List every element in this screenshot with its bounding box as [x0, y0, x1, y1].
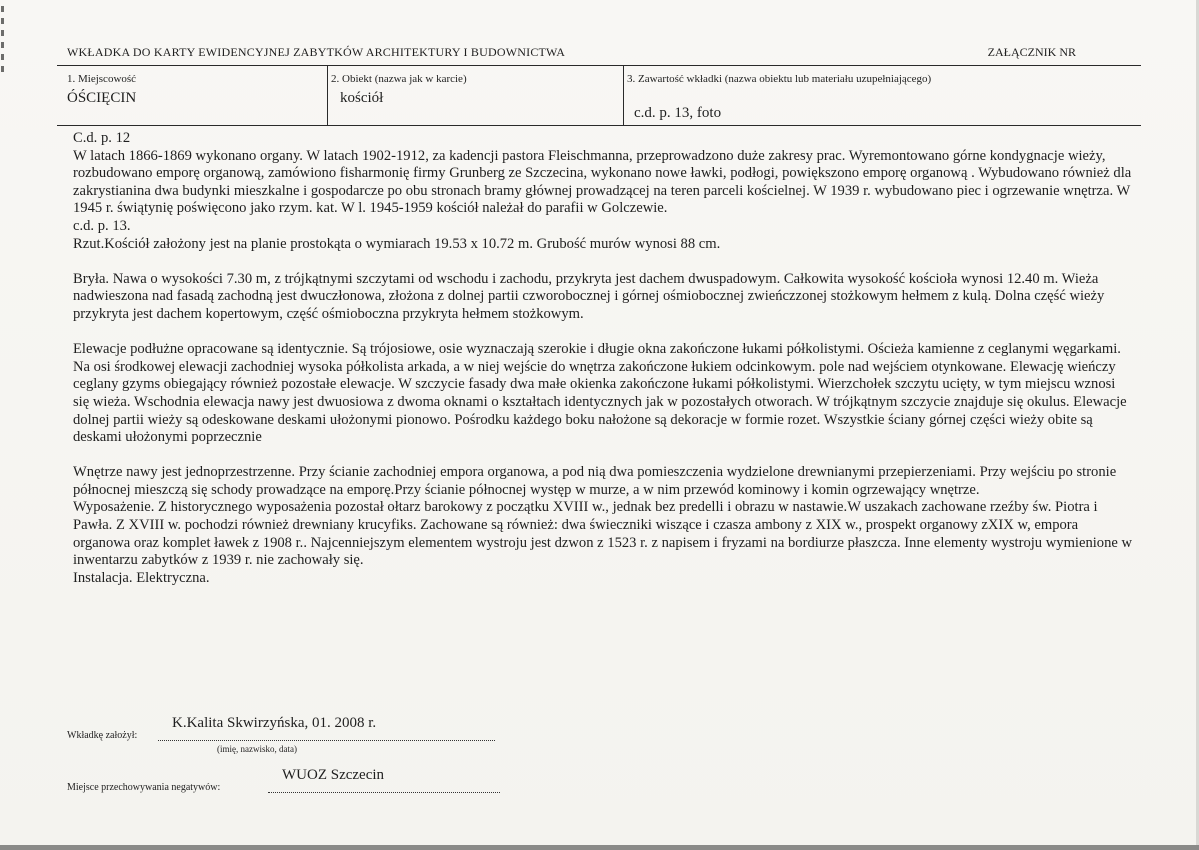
body-paragraph: c.d. p. 13.	[73, 217, 131, 234]
author-hint: (imię, nazwisko, data)	[217, 744, 297, 754]
storage-value: WUOZ Szczecin	[282, 767, 385, 783]
table-bottom-border	[57, 125, 1141, 126]
body-paragraph: Instalacja. Elektryczna.	[73, 569, 210, 586]
object-value: kościół	[340, 90, 384, 106]
form-title: WKŁADKA DO KARTY EWIDENCYJNEJ ZABYTKÓW ARCHITEKTURY I BUDOWNICTWA	[67, 45, 566, 59]
author-value: K.Kalita Skwirzyńska, 01. 2008 r.	[172, 715, 377, 731]
document-body	[73, 130, 1133, 587]
column-divider-2	[623, 65, 624, 125]
binder-holes	[0, 0, 8, 140]
object-label: 2. Obiekt (nazwa jak w karcie)	[331, 73, 467, 85]
locality-label: 1. Miejscowość	[67, 73, 137, 85]
table-top-border	[57, 65, 1141, 66]
body-paragraph: Wnętrze nawy jest jednoprzestrzenne. Przy ścianie zachodniej empora organowa, a pod nią dwa pomieszczenia wydzielone drewnianymi przepierzeniami. Przy wejściu po stronie północnej mieszczą się schody prowadzące na emporę.Przy ścianie północnej występ w murze, a w nim przewód kominowy i komin ogrzewający wnętrze.	[73, 464, 1117, 498]
column-divider-1	[327, 65, 328, 125]
locality-value: ÓŚCIĘCIN	[67, 90, 137, 106]
body-paragraph: Elewacje podłużne opracowane są identycznie. Są trójosiowe, osie wyznaczają szerokie i długie okna zakończone łukami półkolistymi. Ościeża kamienne z ceglanymi węgarkami. Na osi środkowej elewacji zachodniej wysoka półkolista arkada, a w niej wejście do wnętrza zakończone łukiem odcinkowym. pole nad wejściem otynkowane. Elewację wieńczy ceglany gzyms obiegający również pozostałe elewacje. W szczycie fasady dwa małe okienka zakończone łukami półkolistymi. Wierzchołek szczytu ucięty, w tym miejscu wznosi się wieża. Wschodnia elewacja nawy jest dwuosiowa z dwoma oknami o kształtach identycznych jak w pozostałych otworach. W trójkątnym szczycie znajduje się okulus. Elewacje dolnej partii wieży są odeskowane deskami ułożonymi pionowo. Pośrodku każdego boku nałożone są dekoracje w formie rozet. Wszystkie ściany górnej części wieży obite są deskami ułożonymi poprzecznie	[73, 341, 1127, 446]
body-paragraph: C.d. p. 12	[73, 130, 131, 146]
storage-label: Miejsce przechowywania negatywów:	[67, 782, 221, 793]
body-paragraph: Wyposażenie. Z historycznego wyposażenia pozostał ołtarz barokowy z początku XVIII w., jednak bez predelli i obrazu w nastawie.W uszakach zachowane rzeźby św. Piotra i Pawła. Z XVIII w. pochodzi również drewniany krucyfiks. Zachowane są również: dwa świeczniki wiszące i czasza ambony z XIX w., prospekt organowy zXIX w, empora organowa oraz komplet ławek z 1908 r.. Najcenniejszym elementem wystroju jest dzwon z 1523 r. z napisem i fryzami na bordiurze płaszcza. Inne elementy wystroju wymienione w inwentarzu zabytków z 1939 r. nie zachowały się.	[73, 499, 1133, 569]
author-label: Wkładkę założył:	[67, 730, 138, 741]
content-value: c.d. p. 13, foto	[634, 105, 722, 121]
body-paragraph: Rzut.Kościół założony jest na planie prostokąta o wymiarach 19.53 x 10.72 m. Grubość murów wynosi 88 cm.	[73, 235, 721, 252]
storage-dotted-line	[268, 792, 500, 793]
body-paragraph: W latach 1866-1869 wykonano organy. W latach 1902-1912, za kadencji pastora Fleischmanna, przeprowadzono duże zakresy prac. Wyremontowano górne kondygnacje wieży, rozbudowano emporę organową, zamówiono fisharmonię firmy Grunberg ze Szczecina, wykonano nowe ławki, podłogi, powiększono emporę organową . Wybudowano również dla zakrystianina dwa budynki mieszkalne i gospodarcze po obu stronach bramy głównej prowadzącej na teren parceli kościelnej. W 1939 r. wybudowano piec i ogrzewanie wnętrza. W 1945 r. świątynię poświęcono jako rzym. kat. W l. 1945-1959 kościół należał do parafii w Golczewie.	[73, 147, 1132, 217]
scan-edge-bottom	[0, 845, 1199, 850]
attachment-label: ZAŁĄCZNIK NR	[987, 45, 1076, 59]
body-paragraph: Bryła. Nawa o wysokości 7.30 m, z trójkątnymi szczytami od wschodu i zachodu, przykryta jest dachem dwuspadowym. Całkowita wysokość kościoła wynosi 12.40 m. Wieża nadwieszona nad fasadą zachodną jest dwuczłonowa, złożona z dolnej partii czworobocznej i górnej ośmiobocznej zwieńczzonej stożkowym hełmem z kulą. Dolna część wieży przykryta jest dachem kopertowym, część ośmioboczna przykryta hełmem stożkowym.	[73, 270, 1105, 322]
content-label: 3. Zawartość wkładki (nazwa obiektu lub materiału uzupełniającego)	[627, 73, 932, 85]
author-dotted-line	[158, 740, 495, 741]
